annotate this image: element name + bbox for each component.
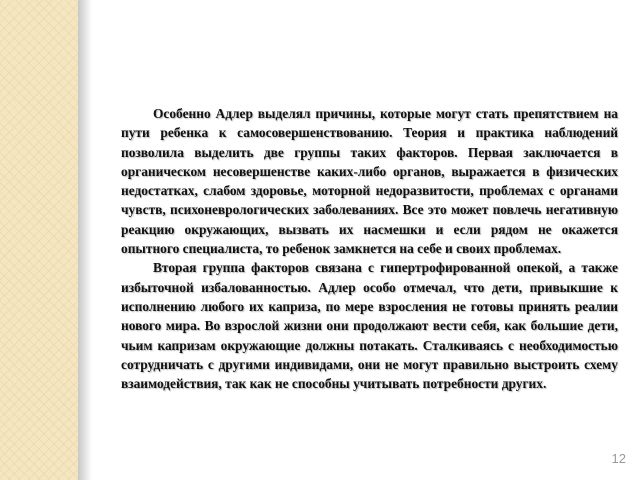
decorative-side-pattern — [0, 0, 78, 480]
paragraph-first: Особенно Адлер выделял причины, которые могут стать препятствием на пути ребенка к самосовершенствованию. Теория и практика наблюдений позволила выделить две группы таких факторов. Первая заключается в органическом несовершенстве каких-либо органов, выражается в физических недостатках, слабом здоровье, моторной недоразвитости, проблемах с органами чувств, психоневрологических заболеваниях. Все это может повлечь негативную реакцию окружающих, вызвать их насмешки и если рядом не окажется опытного специалиста, то ребенок замкнется на себе и своих проблемах. — [121, 106, 618, 257]
slide-text-body — [121, 104, 618, 393]
side-pattern-shadow — [78, 0, 92, 480]
page-number: 12 — [611, 451, 626, 466]
paragraph-second: Вторая группа факторов связана с гипертрофированной опекой, а также избыточной избалованностью. Адлер особо отмечал, что дети, привыкшие к исполнению любого их каприза, по мере взросления не готовы принять реалии нового мира. Во взрослой жизни они продолжают вести себя, как большие дети, чьим капризам окружающие должны потакать. Сталкиваясь с необходимостью сотрудничать с другими индивидами, они не могут правильно выстроить схему взаимодействия, так как не способны учитывать потребности других. — [121, 260, 618, 392]
